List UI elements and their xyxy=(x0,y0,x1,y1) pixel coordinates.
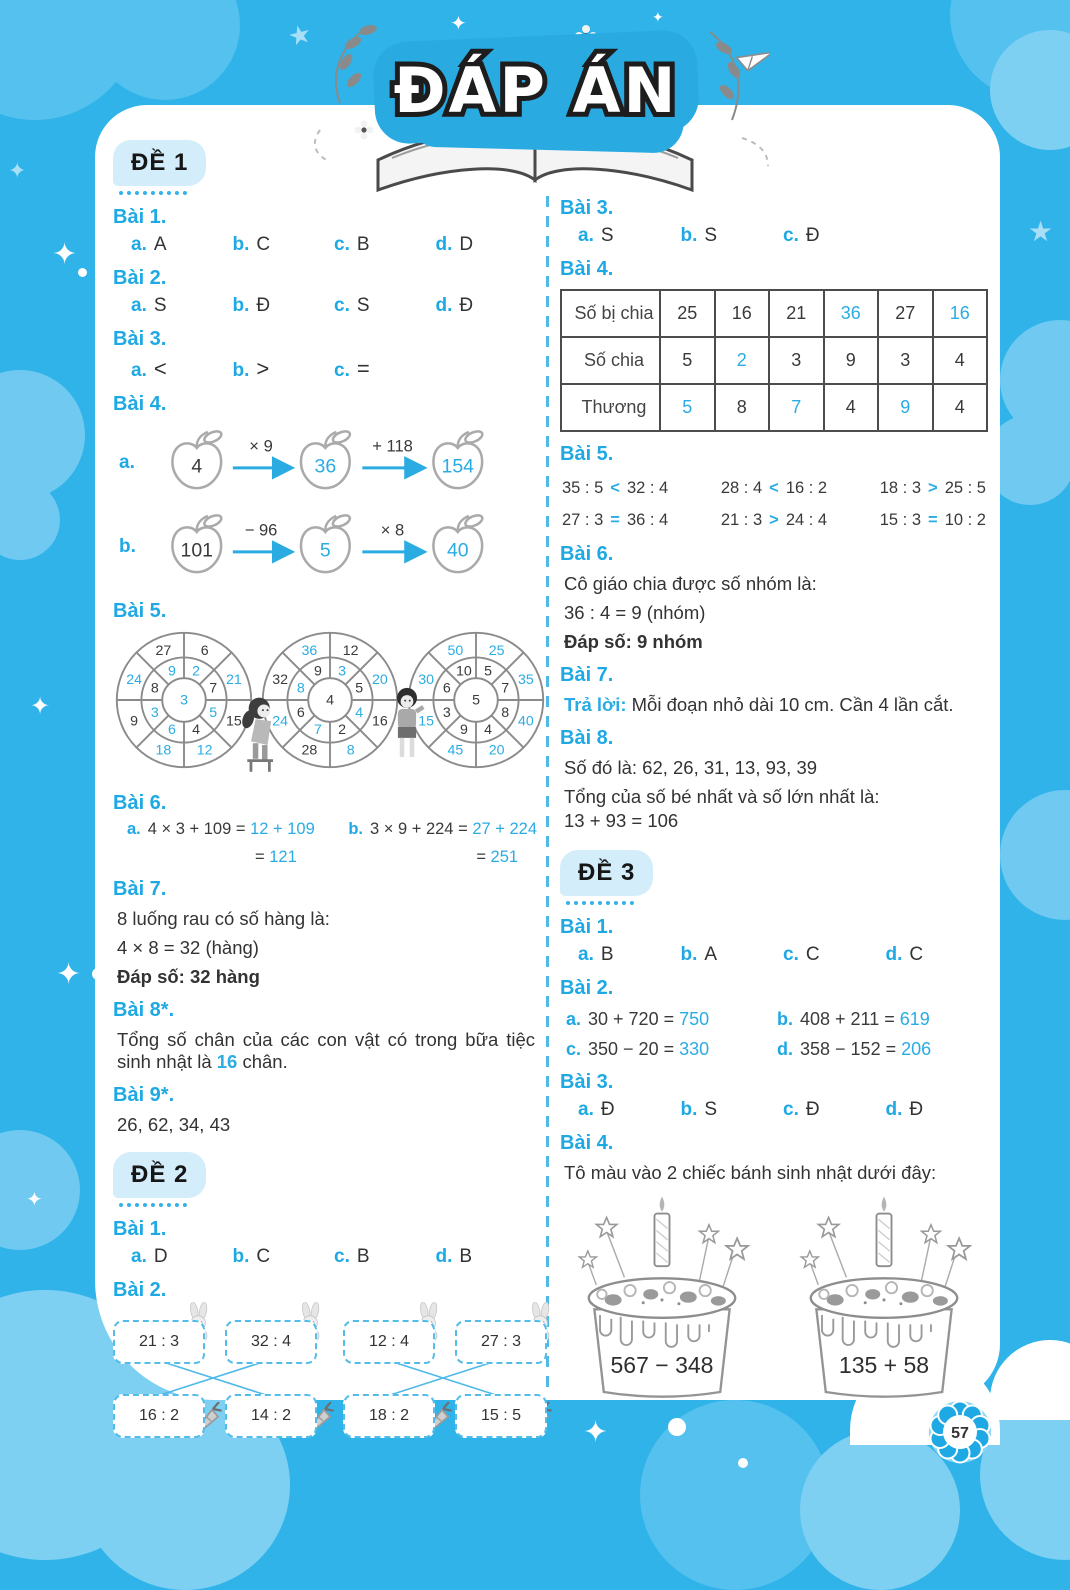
option-c: c. C xyxy=(783,944,820,965)
de1-bai7-heading: Bài 7. xyxy=(113,878,167,900)
de3-bai1-options xyxy=(578,944,988,966)
de3-bai3-options xyxy=(578,1099,988,1121)
svg-text:− 96: − 96 xyxy=(245,520,278,540)
svg-text:15: 15 xyxy=(225,713,242,730)
svg-text:45: 45 xyxy=(447,742,464,759)
sparkle-icon: ✦ xyxy=(8,158,27,183)
svg-text:25: 25 xyxy=(488,642,505,659)
svg-text:3: 3 xyxy=(180,692,188,709)
division-box: 15 : 5 xyxy=(455,1394,547,1438)
comparison: 21 : 3 > 24 : 4 xyxy=(720,511,828,529)
de1-bai4-heading: Bài 4. xyxy=(113,393,167,415)
svg-text:6: 6 xyxy=(296,704,305,721)
solution-line: Cô giáo chia được số nhóm là: xyxy=(564,573,817,594)
de3-bai2-row xyxy=(566,1009,988,1030)
de2-bai4-heading: Bài 4. xyxy=(560,258,614,280)
page-number-badge xyxy=(928,1400,992,1469)
sparkle-icon: ✦ xyxy=(450,13,467,35)
dashed-swash xyxy=(742,138,768,166)
svg-text:3: 3 xyxy=(442,704,451,721)
svg-text:36: 36 xyxy=(301,642,318,659)
svg-text:2: 2 xyxy=(192,663,201,680)
division-box: 12 : 4 xyxy=(343,1320,435,1364)
sparkle-icon: ✦ xyxy=(652,9,664,25)
option-c: c. S xyxy=(334,295,370,316)
de2-bai1-options xyxy=(131,1246,537,1268)
option-b: b. S xyxy=(680,225,718,246)
svg-text:40: 40 xyxy=(447,539,469,562)
daisy-flower-icon xyxy=(355,121,374,140)
star-icon: ★ xyxy=(1028,216,1054,247)
svg-text:6: 6 xyxy=(200,642,209,659)
cloud xyxy=(1000,790,1070,920)
wheel-1 xyxy=(113,629,255,771)
de1-bai1-heading: Bài 1. xyxy=(113,206,167,228)
svg-text:24: 24 xyxy=(272,713,289,730)
sparkle-icon: ✦ xyxy=(56,958,82,991)
solution-line: 8 luống rau có số hàng là: xyxy=(117,908,330,929)
option-c: c. Đ xyxy=(783,1099,820,1120)
de3-chip: ĐỀ 3 xyxy=(560,850,653,896)
option-a: a. Đ xyxy=(578,1099,615,1120)
option-b: b. C xyxy=(232,1246,271,1267)
svg-text:4: 4 xyxy=(191,455,203,478)
de2-bai7-heading: Bài 7. xyxy=(560,664,614,686)
comparison-row xyxy=(562,479,986,498)
svg-text:9: 9 xyxy=(167,663,176,680)
option-a: a. S xyxy=(131,295,167,316)
de1-bai3-options xyxy=(131,356,537,382)
svg-text:21: 21 xyxy=(225,672,242,689)
svg-text:5: 5 xyxy=(472,692,480,709)
table-row: Số chia 5 2 3 9 3 4 xyxy=(561,337,987,384)
svg-text:18: 18 xyxy=(155,742,172,759)
option-c: c. = xyxy=(334,356,370,381)
solution-line: Tổng của số bé nhất và số lớn nhất là: xyxy=(564,786,880,807)
svg-text:10: 10 xyxy=(455,663,472,680)
option-d: d. Đ xyxy=(885,1099,924,1120)
star-icon: ★ xyxy=(284,17,315,53)
svg-text:4: 4 xyxy=(355,704,364,721)
svg-text:8: 8 xyxy=(346,742,355,759)
svg-text:4: 4 xyxy=(192,721,201,738)
option-d: d. C xyxy=(885,944,924,965)
svg-text:5: 5 xyxy=(484,663,493,680)
dot xyxy=(738,1458,748,1468)
de1-bai6-heading: Bài 6. xyxy=(113,792,167,814)
svg-text:× 9: × 9 xyxy=(249,436,274,456)
de2-bai5-heading: Bài 5. xyxy=(560,443,614,465)
svg-text:2: 2 xyxy=(338,721,347,738)
division-box: 16 : 2 xyxy=(113,1394,205,1438)
equation: a. 30 + 720 = 750 xyxy=(566,1009,710,1029)
cake-label: 135 + 58 xyxy=(838,1352,930,1378)
svg-text:4: 4 xyxy=(484,721,493,738)
de2-bai3-options xyxy=(578,225,988,247)
svg-text:20: 20 xyxy=(371,672,388,689)
svg-text:8: 8 xyxy=(501,704,510,721)
svg-text:40: 40 xyxy=(517,713,534,730)
svg-text:27: 27 xyxy=(155,642,172,659)
equation-a: a. 4 × 3 + 109 = 12 + 109 = 121 xyxy=(127,820,315,866)
solution-paragraph: Tổng số chân của các con vật có trong bữa tiệc sinh nhật là 16 chân. xyxy=(117,1029,535,1072)
comparison: 15 : 3 = 10 : 2 xyxy=(879,511,986,529)
division-box: 32 : 4 xyxy=(225,1320,317,1364)
de1-bai8-heading: Bài 8*. xyxy=(113,999,175,1021)
solution-line: 4 × 8 = 32 (hàng) xyxy=(117,937,259,958)
option-a: a. B xyxy=(578,944,614,965)
apple-chain-a: a. × 9 + 118 4 36 154 xyxy=(119,421,537,505)
de2-bai6-heading: Bài 6. xyxy=(560,543,614,565)
option-d: d. Đ xyxy=(435,295,474,316)
dashed-swash xyxy=(315,130,330,162)
option-b: b. Đ xyxy=(232,295,271,316)
sparkle-icon: ✦ xyxy=(52,238,78,271)
option-a: a. D xyxy=(131,1246,168,1267)
right-column xyxy=(560,186,988,1422)
svg-text:7: 7 xyxy=(209,680,218,697)
girl-illustration xyxy=(239,695,285,773)
svg-text:3: 3 xyxy=(338,663,347,680)
svg-text:9: 9 xyxy=(313,663,322,680)
svg-text:101: 101 xyxy=(180,539,214,562)
de1-chip: ĐỀ 1 xyxy=(113,140,206,186)
svg-text:× 8: × 8 xyxy=(381,520,405,540)
svg-text:5: 5 xyxy=(355,680,364,697)
multiplication-wheels xyxy=(113,629,537,781)
svg-text:15: 15 xyxy=(418,713,435,730)
sparkle-icon: ✦ xyxy=(30,693,51,720)
de2-bai8-heading: Bài 8. xyxy=(560,727,614,749)
cake-label: 567 − 348 xyxy=(610,1352,714,1378)
de1-bai2-options xyxy=(131,295,537,317)
cloud xyxy=(990,1340,1070,1420)
de1-bai9-heading: Bài 9*. xyxy=(113,1084,175,1106)
de1-bai1-options xyxy=(131,234,537,256)
comparison: 35 : 5 < 32 : 4 xyxy=(562,479,669,497)
matching-exercise xyxy=(113,1310,537,1446)
option-b: b. > xyxy=(232,356,270,381)
de3-bai4-heading: Bài 4. xyxy=(560,1132,614,1154)
comparison: 28 : 4 < 16 : 2 xyxy=(720,479,828,497)
option-b: b. A xyxy=(680,944,718,965)
svg-text:4: 4 xyxy=(326,692,334,709)
de2-bai3-heading: Bài 3. xyxy=(560,197,614,219)
de2-bai1-heading: Bài 1. xyxy=(113,1218,167,1240)
svg-text:32: 32 xyxy=(272,672,289,689)
division-box: 18 : 2 xyxy=(343,1394,435,1438)
svg-text:9: 9 xyxy=(130,713,139,730)
division-box: 14 : 2 xyxy=(225,1394,317,1438)
svg-text:7: 7 xyxy=(313,721,322,738)
table-row: Thương 5 8 7 4 9 4 xyxy=(561,384,987,431)
option-c: c. B xyxy=(334,1246,370,1267)
solution-line: 13 + 93 = 106 xyxy=(564,810,679,831)
comparison-row xyxy=(562,511,986,530)
paper-plane-icon xyxy=(734,44,770,76)
chip-dots xyxy=(566,901,634,905)
svg-text:30: 30 xyxy=(418,672,435,689)
svg-text:20: 20 xyxy=(488,742,505,759)
boy-illustration xyxy=(387,687,427,767)
solution-line: Số đó là: 62, 26, 31, 13, 93, 39 xyxy=(564,757,818,778)
option-c: c. B xyxy=(334,234,370,255)
answer-line: Đáp số: 9 nhóm xyxy=(564,631,703,652)
svg-text:6: 6 xyxy=(442,680,451,697)
de2-bai2-heading: Bài 2. xyxy=(113,1279,167,1301)
option-b: b. S xyxy=(680,1099,718,1120)
de1-bai6-equations xyxy=(127,820,537,867)
de1-bai5-heading: Bài 5. xyxy=(113,600,167,622)
svg-text:154: 154 xyxy=(441,455,475,478)
svg-text:9: 9 xyxy=(459,721,468,738)
option-a: a. S xyxy=(578,225,614,246)
option-b: b. C xyxy=(232,234,271,255)
equation-b: b. 3 × 9 + 224 = 27 + 224 = 251 xyxy=(348,820,537,866)
de3-bai1-heading: Bài 1. xyxy=(560,916,614,938)
answer-line: 26, 62, 34, 43 xyxy=(117,1114,231,1135)
svg-text:36: 36 xyxy=(314,455,337,478)
answer-line: Trả lời: Mỗi đoạn nhỏ dài 10 cm. Cần 4 lần cắt. xyxy=(564,694,954,715)
comparison: 27 : 3 = 36 : 4 xyxy=(562,511,669,529)
page-number: 57 xyxy=(951,1425,969,1442)
svg-text:12: 12 xyxy=(342,642,359,659)
left-column xyxy=(113,140,537,1446)
svg-text:+ 118: + 118 xyxy=(372,436,414,456)
chip-dots xyxy=(119,1203,187,1207)
division-table xyxy=(560,289,988,432)
instruction-line: Tô màu vào 2 chiếc bánh sinh nhật dưới đây: xyxy=(564,1162,937,1183)
answer-line: Đáp số: 32 hàng xyxy=(117,966,260,987)
svg-text:5: 5 xyxy=(320,539,332,562)
svg-text:8: 8 xyxy=(150,680,159,697)
table-row: Số bị chia 25 16 21 36 27 16 xyxy=(561,290,987,337)
de2-chip: ĐỀ 2 xyxy=(113,1152,206,1198)
svg-text:6: 6 xyxy=(167,721,176,738)
solution-line: 36 : 4 = 9 (nhóm) xyxy=(564,602,706,623)
apple-chain-b: b. − 96 × 8 101 5 40 xyxy=(119,505,537,589)
svg-text:50: 50 xyxy=(447,642,464,659)
equation: c. 350 − 20 = 330 xyxy=(566,1039,710,1059)
svg-text:7: 7 xyxy=(501,680,510,697)
option-c: c. Đ xyxy=(783,225,820,246)
division-box: 21 : 3 xyxy=(113,1320,205,1364)
column-divider xyxy=(546,196,549,1392)
equation: d. 358 − 152 = 206 xyxy=(777,1039,932,1059)
option-d: d. B xyxy=(435,1246,473,1267)
svg-text:5: 5 xyxy=(209,704,218,721)
svg-text:35: 35 xyxy=(517,672,534,689)
sparkle-icon: ✦ xyxy=(583,1416,609,1449)
title-banner xyxy=(300,8,770,209)
page-title: ĐÁP ÁN xyxy=(393,54,679,127)
de1-bai3-heading: Bài 3. xyxy=(113,328,167,350)
division-box: 27 : 3 xyxy=(455,1320,547,1364)
comparison: 18 : 3 > 25 : 5 xyxy=(879,479,986,497)
option-d: d. D xyxy=(435,234,474,255)
de3-bai3-heading: Bài 3. xyxy=(560,1071,614,1093)
dot xyxy=(78,268,87,277)
sparkle-icon: ✦ xyxy=(26,1189,43,1211)
chip-dots xyxy=(119,191,187,195)
svg-text:8: 8 xyxy=(296,680,305,697)
svg-text:24: 24 xyxy=(126,672,143,689)
equation: b. 408 + 211 = 619 xyxy=(777,1009,930,1029)
option-a: a. < xyxy=(131,356,167,381)
de3-bai2-heading: Bài 2. xyxy=(560,977,614,999)
de3-bai2-row xyxy=(566,1039,988,1060)
svg-text:3: 3 xyxy=(150,704,159,721)
svg-text:12: 12 xyxy=(196,742,213,759)
birthday-cakes xyxy=(560,1191,988,1422)
svg-text:16: 16 xyxy=(371,713,388,730)
de1-bai2-heading: Bài 2. xyxy=(113,267,167,289)
svg-text:28: 28 xyxy=(301,742,318,759)
option-a: a. A xyxy=(131,234,167,255)
